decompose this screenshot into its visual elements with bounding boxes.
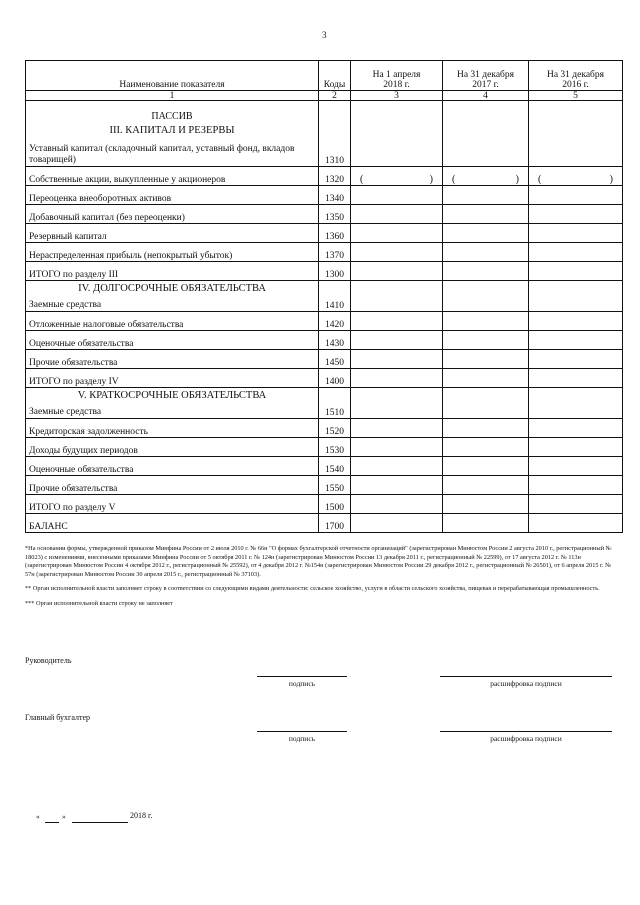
table-row xyxy=(26,243,623,262)
row-name: Заемные средства xyxy=(29,300,102,310)
table-header-row xyxy=(26,61,623,91)
row-name: Собственные акции, выкупленные у акционеров xyxy=(26,167,319,186)
column-number-row xyxy=(26,91,623,101)
table-row xyxy=(26,281,623,312)
row-code: 1340 xyxy=(319,186,351,205)
table-row xyxy=(26,495,623,514)
row-name: Оценочные обязательства xyxy=(26,457,319,476)
table-row xyxy=(26,312,623,331)
row-code: 1350 xyxy=(319,205,351,224)
accountant-decoding-line xyxy=(440,731,612,732)
row-code: 1410 xyxy=(319,281,351,312)
row-code: 1450 xyxy=(319,350,351,369)
row-name: Отложенные налоговые обязательства xyxy=(26,312,319,331)
bracket-pair: ( ) xyxy=(452,174,519,185)
row-code: 1500 xyxy=(319,495,351,514)
row-code: 1520 xyxy=(319,419,351,438)
table-row xyxy=(26,224,623,243)
row-name: ИТОГО по разделу III xyxy=(26,262,319,281)
decoding-caption: расшифровка подписи xyxy=(490,734,562,743)
section-title: V. КРАТКОСРОЧНЫЕ ОБЯЗАТЕЛЬСТВА xyxy=(77,390,267,401)
balance-table xyxy=(25,60,623,533)
row-name: Доходы будущих периодов xyxy=(26,438,319,457)
bracket-pair: ( ) xyxy=(360,174,433,185)
row-name: Заемные средства xyxy=(29,407,102,417)
table-row xyxy=(26,101,623,167)
footnote: *На основании формы, утвержденной приказом Минфина России от 2 июля 2010 г. № 66н "О формах бухгалтерской отчетности организаций" (зарегистрирован Минюстом России 2 августа 2010 г., регистрационный № 18023) с изменениями, внесенными приказами Минфина России от 5 октября 2011 г. № 124н (зарегистрирован Минюстом России 13 декабря 2011 г., регистрационный № 22599), от 17 августа 2012 г. № 113н (зарегистрирован Минюстом России 4 октября 2012 г., регистрационный № 25592), от 4 декабря 2012 г. №154н (зарегистрирован Минюстом России 29 декабря 2012 г., регистрационный № 26501), от 6 апреля 2015 г. № 57н (зарегистрирован Минюстом России 30 апреля 2015 г., регистрационный № 37103). xyxy=(25,545,612,578)
accountant-signature-line xyxy=(257,731,347,732)
footnote: *** Орган исполнительной власти строку не заполняет xyxy=(25,599,173,607)
row-code: 1320 xyxy=(319,167,351,186)
row-name: ИТОГО по разделу IV xyxy=(26,369,319,388)
row-name: Кредиторская задолженность xyxy=(26,419,319,438)
row-code: 1300 xyxy=(319,262,351,281)
head-decoding-line xyxy=(440,676,612,677)
head-label: Руководитель xyxy=(25,656,72,665)
row-code: 1420 xyxy=(319,312,351,331)
column-number: 3 xyxy=(351,91,443,101)
signature-caption: подпись xyxy=(288,734,316,743)
date-year: 2018 г. xyxy=(130,811,153,820)
table-row xyxy=(26,350,623,369)
row-name: Оценочные обязательства xyxy=(26,331,319,350)
passive-title: ПАССИВ xyxy=(151,111,193,122)
table-row xyxy=(26,476,623,495)
row-code: 1310 xyxy=(319,101,351,167)
row-code: 1540 xyxy=(319,457,351,476)
header-code: Коды xyxy=(319,61,351,91)
header-col3: На 31 декабря 2016 г. xyxy=(529,61,623,91)
row-name: ИТОГО по разделу V xyxy=(26,495,319,514)
header-col1: На 1 апреля 2018 г. xyxy=(351,61,443,91)
table-row xyxy=(26,457,623,476)
column-number: 2 xyxy=(319,91,351,101)
row-code: 1430 xyxy=(319,331,351,350)
row-code: 1700 xyxy=(319,514,351,533)
footnote: ** Орган исполнительной власти заполняет строку в соответствии со следующими видами деятельности: сельское хозяйство, услуги в области сельского хозяйства, пищевая и перерабатывающая промышленность. xyxy=(25,585,600,593)
row-name: БАЛАНС xyxy=(26,514,319,533)
column-number: 4 xyxy=(443,91,529,101)
table-row xyxy=(26,167,623,186)
table-row xyxy=(26,369,623,388)
row-code: 1550 xyxy=(319,476,351,495)
row-code: 1360 xyxy=(319,224,351,243)
column-number: 5 xyxy=(529,91,623,101)
table-row xyxy=(26,388,623,419)
table-row xyxy=(26,186,623,205)
row-name: Переоценка внеоборотных активов xyxy=(26,186,319,205)
column-number: 1 xyxy=(26,91,319,101)
decoding-caption: расшифровка подписи xyxy=(490,679,562,688)
bracket-pair: ( ) xyxy=(538,174,613,185)
signature-caption: подпись xyxy=(288,679,316,688)
page-number: 3 xyxy=(322,30,327,40)
row-code: 1510 xyxy=(319,388,351,419)
date-quote-close: » xyxy=(62,812,66,821)
date-month-line xyxy=(72,822,128,823)
row-code: 1530 xyxy=(319,438,351,457)
row-name: Добавочный капитал (без переоценки) xyxy=(26,205,319,224)
date-day-line xyxy=(45,822,59,823)
table-row xyxy=(26,514,623,533)
section-title: III. КАПИТАЛ И РЕЗЕРВЫ xyxy=(109,125,235,136)
header-name: Наименование показателя xyxy=(26,61,319,91)
table-row xyxy=(26,438,623,457)
section-title: IV. ДОЛГОСРОЧНЫЕ ОБЯЗАТЕЛЬСТВА xyxy=(78,283,266,294)
table-row xyxy=(26,419,623,438)
date-quote-open: « xyxy=(36,812,40,821)
row-name: Уставный капитал (складочный капитал, уставный фонд, вкладов товарищей) xyxy=(29,144,295,165)
row-name: Резервный капитал xyxy=(26,224,319,243)
head-signature-line xyxy=(257,676,347,677)
row-name: Прочие обязательства xyxy=(26,476,319,495)
footnotes xyxy=(25,545,622,609)
row-name: Нераспределенная прибыль (непокрытый убыток) xyxy=(26,243,319,262)
row-code: 1370 xyxy=(319,243,351,262)
accountant-label: Главный бухгалтер xyxy=(25,713,90,722)
row-name: Прочие обязательства xyxy=(26,350,319,369)
table-row xyxy=(26,331,623,350)
table-row xyxy=(26,262,623,281)
header-col2: На 31 декабря 2017 г. xyxy=(443,61,529,91)
row-code: 1400 xyxy=(319,369,351,388)
table-row xyxy=(26,205,623,224)
